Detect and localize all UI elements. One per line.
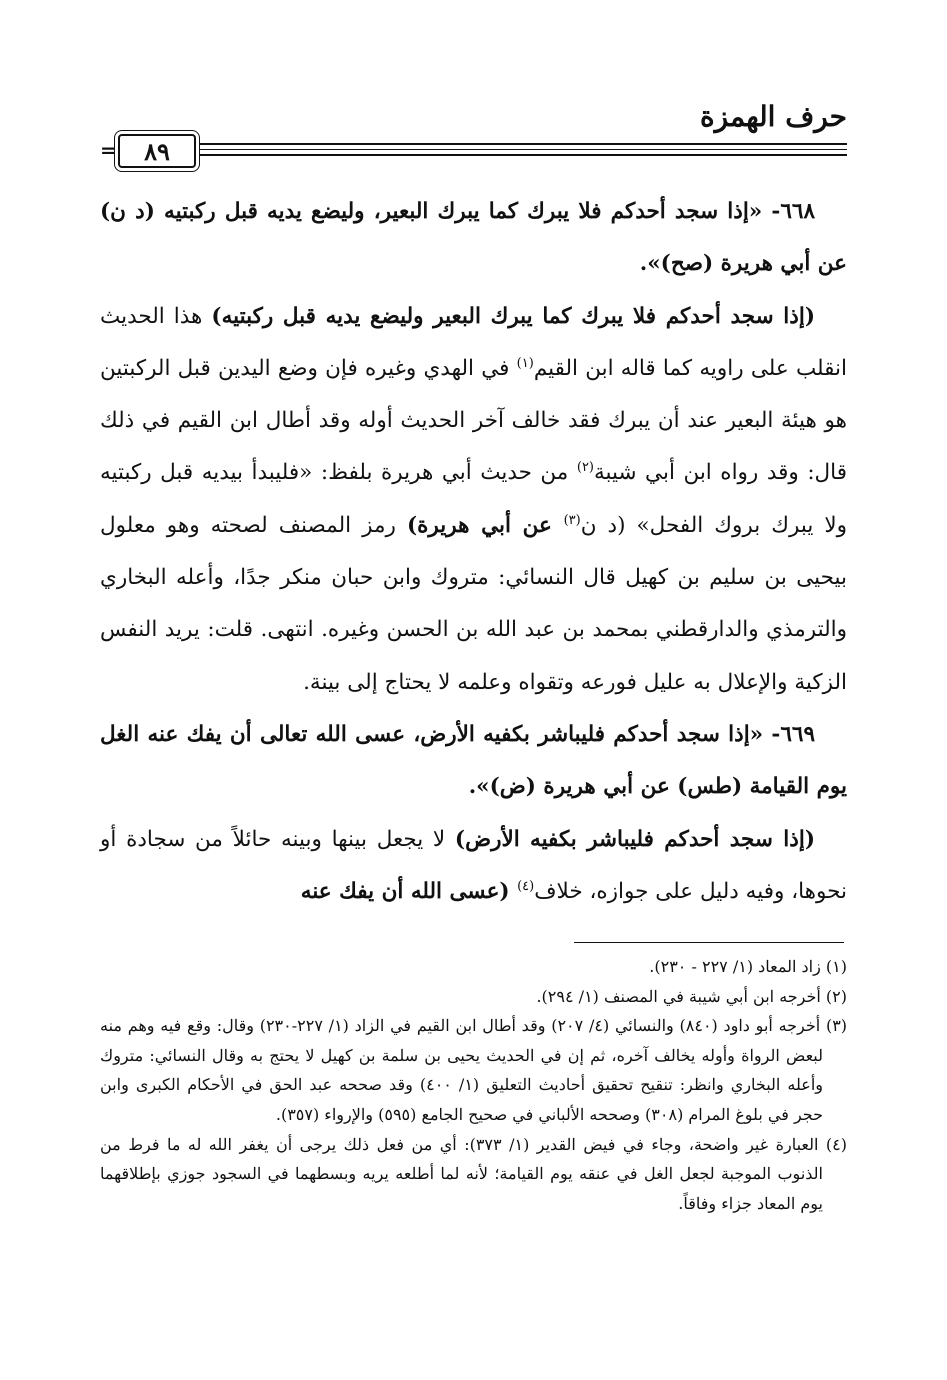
footnote-separator (574, 942, 844, 943)
footnote-ref-2[interactable]: (٢) (576, 460, 594, 476)
hadith-669: ٦٦٩- «إذا سجد أحدكم فليباشر بكفيه الأرض، عسى الله تعالى أن يفك عنه الغل يوم القيامة (طس) عن أبي هريرة (ض)». (100, 721, 847, 800)
quote-669: (إذا سجد أحدكم فليباشر بكفيه الأرض) (454, 826, 815, 852)
header-rule (100, 134, 847, 168)
footnote-ref-1[interactable]: (١) (516, 355, 534, 371)
commentary-668-part4: رمز المصنف لصحته وهو معلول بيحيى بن سليم بن كهيل قال النسائي: متروك وابن حبان منكر جدًا، وأعله البخاري والترمذي والدارقطني بمحمد بن عبد الله بن الحسن وغيره. انتهى. قلت: يريد النفس الزكية والإعلال به عليل فورعه وتقواه وعلمه لا يحتاج إلى بينة. (100, 512, 847, 695)
rule-line-bottom (200, 154, 847, 156)
main-text (100, 186, 847, 918)
quote-669-continued: (عسى الله أن يفك عنه (300, 878, 518, 904)
footnote-ref-3[interactable]: (٣) (563, 512, 581, 528)
hadith-668: ٦٦٨- «إذا سجد أحدكم فلا يبرك كما يبرك البعير، وليضع يديه قبل ركبتيه (د ن) عن أبي هريرة (صح)». (100, 199, 847, 277)
commentary-668-part2: في الهدي وغيره فإن وضع اليدين قبل الركبتين هو هيئة البعير عند أن يبرك فقد خالف آخر الحديث أوله وقد أطال ابن القيم في ذلك قال: وقد رواه ابن أبي شيبة (100, 355, 848, 486)
page-number: ٨٩ (118, 134, 196, 168)
footnote-ref-4[interactable]: (٤) (517, 878, 535, 894)
footnote-2: (٢) أخرجه ابن أبي شيبة في المصنف (١/ ٢٩٤). (536, 986, 847, 1006)
rule-marker: = (100, 138, 117, 162)
quote-668: (إذا سجد أحدكم فلا يبرك كما يبرك البعير وليضع يديه قبل ركبتيه) (211, 303, 815, 329)
commentary-668-part1: هذا الحديث انقلب على راويه كما قاله ابن القيم (100, 303, 848, 381)
rule-line-top (200, 143, 847, 145)
footnotes (100, 952, 847, 1218)
chapter-title: حرف الهمزة (699, 100, 847, 133)
rule-line-middle (200, 149, 847, 150)
source-668: عن أبي هريرة) (406, 512, 564, 538)
footnote-3: (٣) أخرجه أبو داود (٨٤٠) والنسائي (٤/ ٢٠٧) وقد أطال ابن القيم في الزاد (١/ ٢٢٧-٢٣٠) وقال: وقع فيه وهم منه لبعض الرواة وأوله يخالف آخره، ثم إن في الحديث يحيى بن سلمة بن كهيل لا يحتج به وقال النسائي: متروك وأعله البخاري وانظر: تنقيح تحقيق أحاديث التعليق (١/ ٤٠٠) وقد صححه عبد الحق في الأحكام الكبرى وابن حجر في بلوغ المرام (٣٠٨) وصححه الألباني في صحيح الجامع (٥٩٥) والإرواء (٣٥٧). (100, 1016, 848, 1124)
commentary-669-part1: لا يجعل بينها وبينه حائلاً من سجادة أو نحوها، وفيه دليل على جوازه، خلاف (100, 826, 847, 904)
footnote-4: (٤) العبارة غير واضحة، وجاء في فيض القدير (١/ ٣٧٣): أي من فعل ذلك يرجى أن يغفر الله له ما فرط من الذنوب الموجبة لجعل الغل في عنقه يوم القيامة؛ لأنه لما أطلعه يريه وبسطهما في السجود جوزي بإطلاقهما يوم المعاد جزاء وفاقاً. (100, 1134, 847, 1213)
footnote-1: (١) زاد المعاد (١/ ٢٢٧ - ٢٣٠). (649, 957, 847, 976)
commentary-668 (100, 291, 847, 709)
commentary-669 (100, 814, 847, 919)
commentary-668-part3: من حديث أبي هريرة بلفظ: «فليبدأ بيديه قبل ركبتيه ولا يبرك بروك الفحل» (د ن (100, 460, 847, 538)
